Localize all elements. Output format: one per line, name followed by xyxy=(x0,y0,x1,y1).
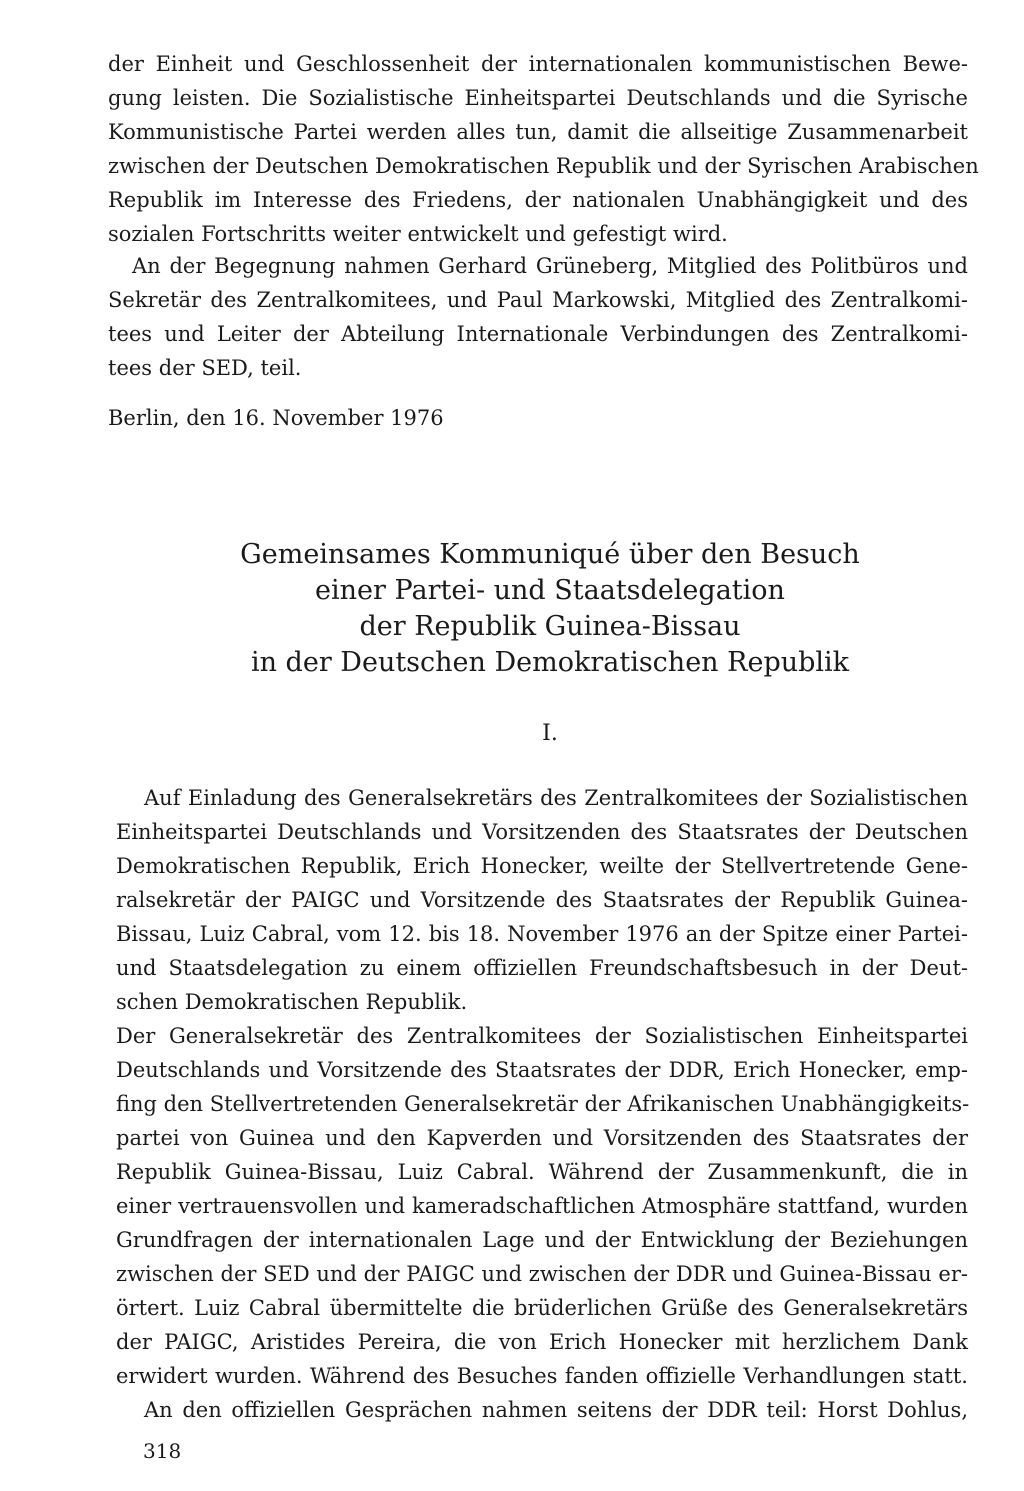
text-line: örtert. Luiz Cabral übermittelte die brüderlichen Grüße des Generalsekretärs xyxy=(116,1296,968,1320)
text-line: ralsekretär der PAIGC und Vorsitzende des Staatsrates der Republik Guinea- xyxy=(116,888,968,912)
text-line: gung leisten. Die Sozialistische Einheitspartei Deutschlands und die Syrische xyxy=(108,86,968,110)
text-line: Grundfragen der internationalen Lage und der Entwicklung der Beziehungen xyxy=(116,1228,968,1252)
text-line: Auf Einladung des Generalsekretärs des Zentralkomitees der Sozialistischen xyxy=(144,786,968,810)
text-line: Einheitspartei Deutschlands und Vorsitzenden des Staatsrates der Deutschen xyxy=(116,820,968,844)
text-line: partei von Guinea und den Kapverden und Vorsitzenden des Staatsrates der xyxy=(116,1126,968,1150)
text-line: sozialen Fortschritts weiter entwickelt und gefestigt wird. xyxy=(108,222,728,246)
page-number: 318 xyxy=(143,1439,182,1463)
heading-line: in der Deutschen Demokratischen Republik xyxy=(250,647,850,678)
text-line: tees der SED, teil. xyxy=(108,356,302,380)
text-line: Der Generalsekretär des Zentralkomitees der Sozialistischen Einheitspartei xyxy=(116,1024,968,1048)
text-line: der Einheit und Geschlossenheit der internationalen kommunistischen Bewe- xyxy=(108,52,968,76)
text-line: Republik im Interesse des Friedens, der nationalen Unabhängigkeit und des xyxy=(108,188,968,212)
text-line: Republik Guinea-Bissau, Luiz Cabral. Während der Zusammenkunft, die in xyxy=(116,1160,968,1184)
text-line: fing den Stellvertretenden Generalsekretär der Afrikanischen Unabhängigkeits- xyxy=(116,1092,970,1116)
text-line: Sekretär des Zentralkomitees, und Paul Markowski, Mitglied des Zentralkomi- xyxy=(108,288,968,312)
text-line: einer vertrauensvollen und kameradschaftlichen Atmosphäre stattfand, wurden xyxy=(116,1194,968,1218)
text-line: der PAIGC, Aristides Pereira, die von Erich Honecker mit herzlichem Dank xyxy=(116,1330,968,1354)
text-line: zwischen der SED und der PAIGC und zwischen der DDR und Guinea-Bissau er- xyxy=(116,1262,968,1286)
text-line: zwischen der Deutschen Demokratischen Republik und der Syrischen Arabischen xyxy=(108,154,979,178)
section-number: I. xyxy=(542,721,558,746)
text-line: schen Demokratischen Republik. xyxy=(116,990,468,1014)
text-line: An den offiziellen Gesprächen nahmen seitens der DDR teil: Horst Dohlus, xyxy=(144,1398,968,1422)
text-line: Deutschlands und Vorsitzende des Staatsrates der DDR, Erich Honecker, emp- xyxy=(116,1058,968,1082)
heading-line: der Republik Guinea-Bissau xyxy=(359,611,741,642)
heading-line: Gemeinsames Kommuniqué über den Besuch xyxy=(240,539,860,570)
text-line: An der Begegnung nahmen Gerhard Grüneberg, Mitglied des Politbüros und xyxy=(132,254,968,278)
text-line: und Staatsdelegation zu einem offiziellen Freundschaftsbesuch in der Deut- xyxy=(116,956,968,980)
text-line: Demokratischen Republik, Erich Honecker, weilte der Stellvertretende Gene- xyxy=(116,854,968,878)
text-line: tees und Leiter der Abteilung Internationale Verbindungen des Zentralkomi- xyxy=(108,322,968,346)
text-line: Kommunistische Partei werden alles tun, damit die allseitige Zusammenarbeit xyxy=(108,120,968,144)
heading-line: einer Partei- und Staatsdelegation xyxy=(315,575,785,606)
dateline: Berlin, den 16. November 1976 xyxy=(108,406,444,430)
text-line: erwidert wurden. Während des Besuches fanden offizielle Verhandlungen statt. xyxy=(116,1364,968,1388)
text-line: Bissau, Luiz Cabral, vom 12. bis 18. November 1976 an der Spitze einer Partei- xyxy=(116,922,968,946)
